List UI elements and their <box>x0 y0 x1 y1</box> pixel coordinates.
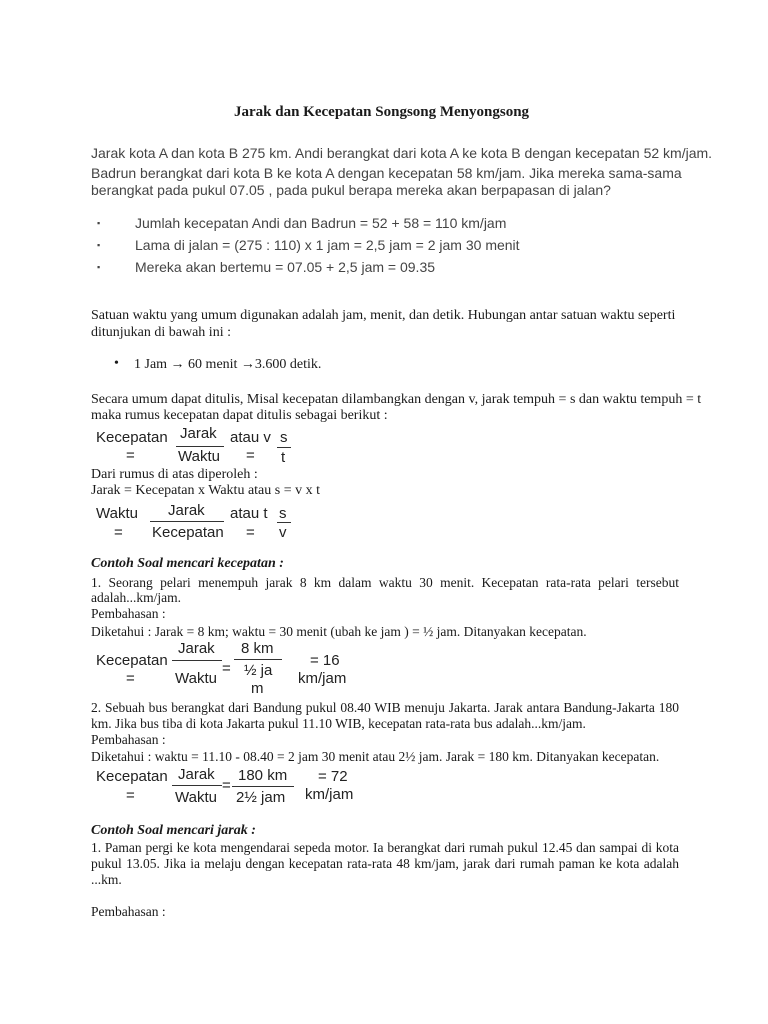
formula-numerator: s <box>279 505 287 522</box>
formula-denominator: m <box>251 680 264 697</box>
formula-numerator: Jarak <box>178 766 215 783</box>
text-line: ...km. <box>91 872 122 887</box>
fraction-bar <box>172 785 222 786</box>
fraction-bar <box>277 522 291 523</box>
text-line: Dari rumus di atas diperoleh : <box>91 467 258 482</box>
fraction-bar <box>150 521 224 522</box>
text-line: Diketahui : waktu = 11.10 - 08.40 = 2 jam 30 menit atau 2½ jam. Jarak = 180 km. Ditanyakan kecepatan. <box>91 749 660 764</box>
formula-equals: = <box>222 777 231 794</box>
justified-text: pukul 13.05. Jika ia melaju dengan kecepatan rata-rata 48 km/jam, jarak dari rumah paman ke kota adalah <box>91 856 679 871</box>
formula-result-unit: km/jam <box>298 670 347 687</box>
formula-result: = 72 <box>318 768 348 785</box>
formula-atau: atau t <box>230 505 268 522</box>
fraction-bar <box>234 659 282 660</box>
formula-denominator: ½ ja <box>244 662 273 679</box>
square-bullet-icon: ▪ <box>97 262 101 272</box>
text-line: maka rumus kecepatan dapat ditulis sebagai berikut : <box>91 408 388 423</box>
fraction-bar <box>232 786 294 787</box>
formula-lhs: Kecepatan <box>96 652 168 669</box>
formula-lhs: Kecepatan <box>96 429 168 446</box>
formula-numerator: 8 km <box>241 640 274 657</box>
text-line: Diketahui : Jarak = 8 km; waktu = 30 menit (ubah ke jam ) = ½ jam. Ditanyakan kecepatan. <box>91 624 587 639</box>
list-item: Lama di jalan = (275 : 110) x 1 jam = 2,5 jam = 2 jam 30 menit <box>135 237 520 253</box>
formula-lhs: Kecepatan <box>96 768 168 785</box>
formula-equals: = <box>126 787 135 804</box>
justified-text: 2. Sebuah bus berangkat dari Bandung pukul 08.40 WIB menuju Jakarta. Jarak antara Bandung-Jakarta 180 <box>91 700 679 715</box>
list-item: Mereka akan bertemu = 07.05 + 2,5 jam = 09.35 <box>135 259 436 275</box>
text-line <box>91 575 679 591</box>
list-item: Jumlah kecepatan Andi dan Badrun = 52 + 58 = 110 km/jam <box>135 215 507 231</box>
text-line: Pembahasan : <box>91 904 166 919</box>
formula-equals: = <box>126 447 135 464</box>
list-item: 1 Jam → 60 menit →3.600 detik. <box>134 357 322 372</box>
square-bullet-icon: ▪ <box>97 240 101 250</box>
intro-line: berangkat pada pukul 07.05 , pada pukul berapa mereka akan berpapasan di jalan? <box>91 182 611 198</box>
formula-numerator: s <box>280 429 288 446</box>
intro-line: Jarak kota A dan kota B 275 km. Andi berangkat dari kota A ke kota B dengan kecepatan 52 km/jam. <box>91 145 713 161</box>
round-bullet-icon: • <box>114 356 119 371</box>
formula-denominator: t <box>281 449 286 466</box>
square-bullet-icon: ▪ <box>97 218 101 228</box>
justified-text: 1. Seorang pelari menempuh jarak 8 km dalam waktu 30 menit. Kecepatan rata-rata pelari tersebut <box>91 575 679 590</box>
fraction-bar <box>172 660 222 661</box>
formula-atau: atau v <box>230 429 271 446</box>
formula-numerator: 180 km <box>238 767 288 784</box>
section-heading: Contoh Soal mencari kecepatan : <box>91 556 284 571</box>
text-line: Pembahasan : <box>91 606 166 621</box>
formula-numerator: Jarak <box>178 640 215 657</box>
section-heading: Contoh Soal mencari jarak : <box>91 823 256 838</box>
intro-line: Badrun berangkat dari kota B ke kota A dengan kecepatan 58 km/jam. Jika mereka sama-sama <box>91 165 682 181</box>
formula-denominator: Kecepatan <box>152 524 224 541</box>
fraction-bar <box>176 446 224 447</box>
fraction-bar <box>277 447 291 448</box>
text-line: adalah...km/jam. <box>91 590 181 605</box>
text-line: km. Jika bus tiba di kota Jakarta pukul 11.10 WIB, kecepatan rata-rata bus adalah...km/jam. <box>91 716 586 731</box>
formula-denominator: Waktu <box>175 789 217 806</box>
formula-denominator: 2½ jam <box>236 789 286 806</box>
text-line: Secara umum dapat ditulis, Misal kecepatan dilambangkan dengan v, jarak tempuh = s dan waktu tempuh = t <box>91 392 702 407</box>
formula-equals: = <box>246 447 255 464</box>
formula-result: = 16 <box>310 652 340 669</box>
formula-equals: = <box>114 524 123 541</box>
formula-equals: = <box>222 660 231 677</box>
formula-denominator: v <box>279 524 287 541</box>
formula-denominator: Waktu <box>178 448 220 465</box>
text-line: ditunjukan di bawah ini : <box>91 325 231 340</box>
page-title: Jarak dan Kecepatan Songsong Menyongsong <box>234 104 530 120</box>
formula-lhs: Waktu <box>96 505 138 522</box>
formula-result-unit: km/jam <box>305 786 354 803</box>
formula-equals: = <box>246 524 255 541</box>
justified-text: 1. Paman pergi ke kota mengendarai sepeda motor. Ia berangkat dari rumah pukul 12.45 dan sampai di kota <box>91 840 679 855</box>
formula-numerator: Jarak <box>180 425 217 442</box>
text-line: Jarak = Kecepatan x Waktu atau s = v x t <box>91 483 320 498</box>
text-line <box>91 840 679 856</box>
formula-denominator: Waktu <box>175 670 217 687</box>
formula-equals: = <box>126 670 135 687</box>
formula-numerator: Jarak <box>168 502 205 519</box>
text-line: Pembahasan : <box>91 732 166 747</box>
text-line <box>91 700 679 716</box>
text-line: Satuan waktu yang umum digunakan adalah jam, menit, dan detik. Hubungan antar satuan waktu seperti <box>91 308 676 323</box>
text-line <box>91 856 679 872</box>
